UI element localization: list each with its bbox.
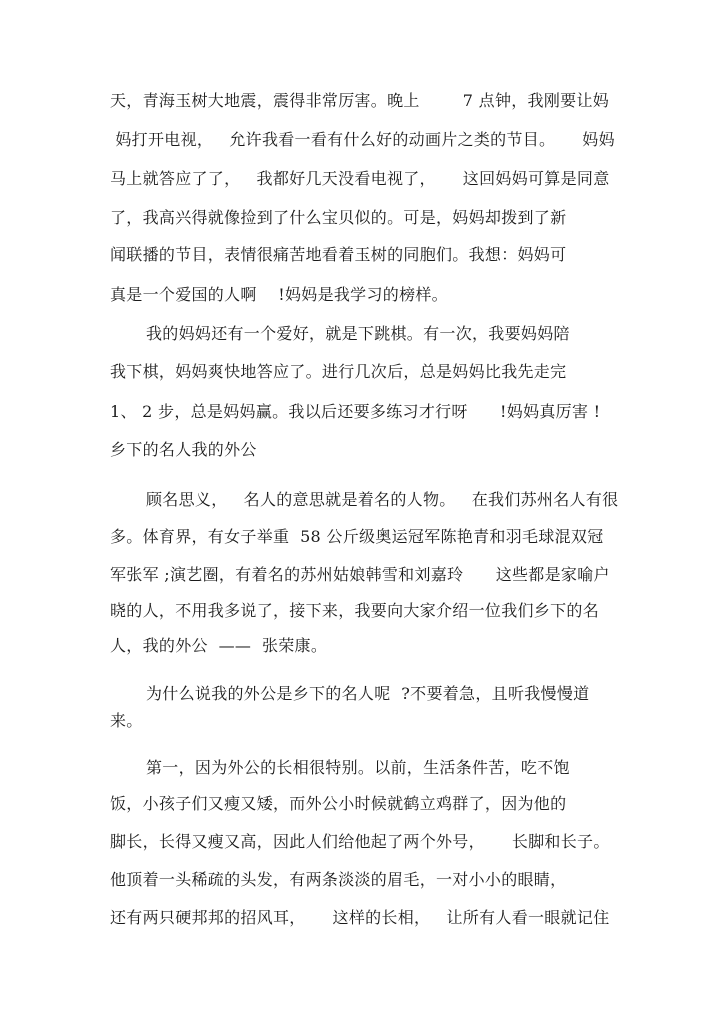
text-line: 人，我的外公 —— 张荣康。 (110, 636, 328, 655)
text-line: 妈打开电视， 允许我看一看有什么好的动画片之类的节目。 妈妈 (110, 130, 615, 149)
paragraph-first-line: 我的妈妈还有一个爱好，就是下跳棋。有一次，我要妈妈陪 (146, 324, 570, 343)
text-line: 马上就答应了了， 我都好几天没看电视了， 这回妈妈可算是同意 (110, 169, 610, 188)
text-line: 多。体育界，有女子举重 58 公斤级奥运冠军陈艳青和羽毛球混双冠 (110, 527, 604, 546)
text-line: 闻联播的节目，表情很痛苦地看着玉树的同胞们。我想：妈妈可 (110, 245, 567, 264)
text-line: 天，青海玉树大地震，震得非常厉害。晚上 7 点钟，我刚要让妈 (110, 91, 610, 110)
text-line: 我下棋，妈妈爽快地答应了。进行几次后，总是妈妈比我先走完 (110, 362, 567, 381)
text-line: 脚长，长得又瘦又高，因此人们给他起了两个外号， 长脚和长子。 (110, 832, 610, 851)
paragraph-first-line: 顾名思义， 名人的意思就是着名的人物。 在我们苏州名人有很 (146, 490, 619, 509)
text-line: 了，我高兴得就像捡到了什么宝贝似的。可是，妈妈却拨到了新 (110, 208, 567, 227)
text-line: 饭，小孩子们又瘦又矮，而外公小时候就鹤立鸡群了，因为他的 (110, 794, 567, 813)
section-title: 乡下的名人我的外公 (110, 440, 257, 459)
paragraph-first-line: 第一，因为外公的长相很特别。以前，生活条件苦，吃不饱 (146, 758, 570, 777)
paragraph-first-line: 为什么说我的外公是乡下的名人呢 ?不要着急，且听我慢慢道 (146, 684, 590, 703)
text-line: 晓的人，不用我多说了，接下来，我要向大家介绍一位我们乡下的名 (110, 601, 600, 620)
text-line: 真是一个爱国的人啊 !妈妈是我学习的榜样。 (110, 285, 448, 304)
text-line: 来。 (110, 711, 143, 730)
text-line: 还有两只硬邦邦的招风耳， 这样的长相， 让所有人看一眼就记住 (110, 908, 610, 927)
text-line: 他顶着一头稀疏的头发，有两条淡淡的眉毛，一对小小的眼睛， (110, 870, 567, 889)
text-line: 军张军 ;演艺圈，有着名的苏州姑娘韩雪和刘嘉玲 这些都是家喻户 (110, 565, 610, 584)
text-line: 1、 2 步，总是妈妈赢。我以后还要多练习才行呀 !妈妈真厉害 ! (110, 402, 601, 421)
